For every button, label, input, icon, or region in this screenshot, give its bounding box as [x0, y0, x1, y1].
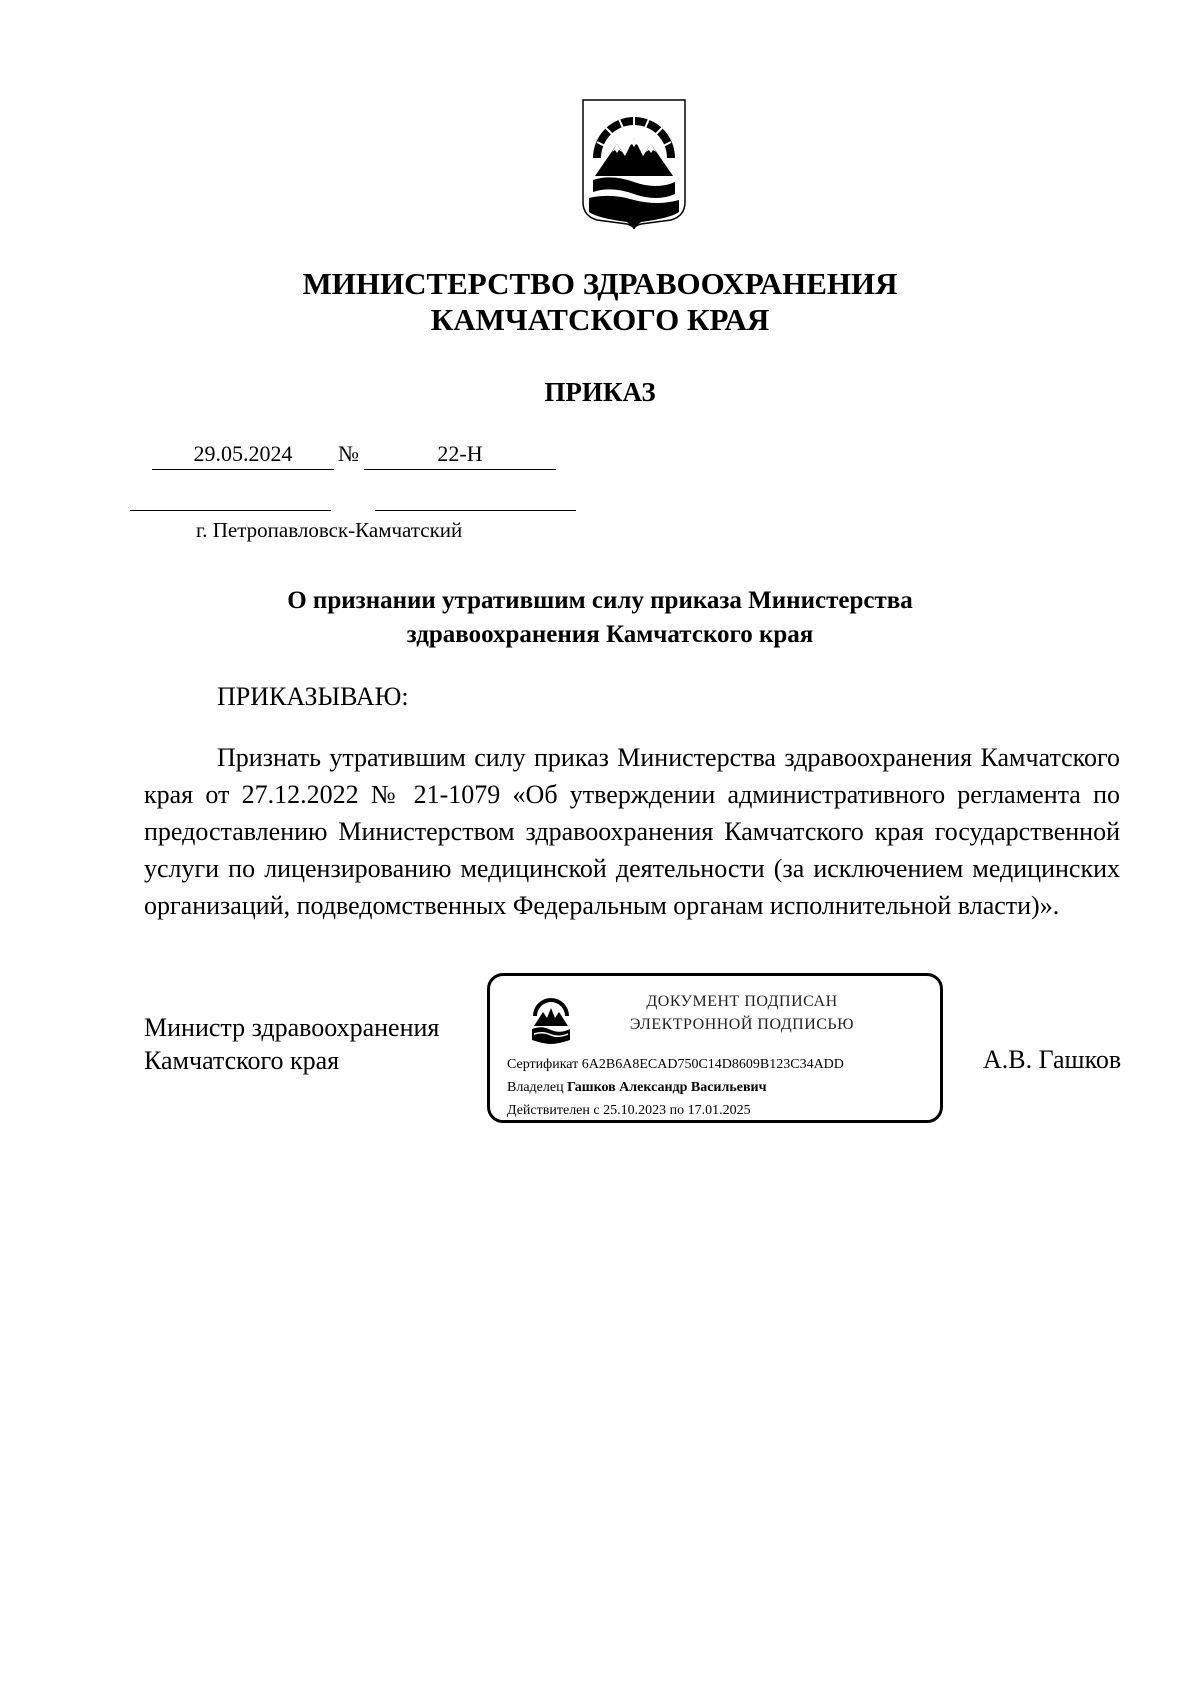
signer-position: [144, 1011, 439, 1077]
owner-label: Владелец: [507, 1080, 564, 1095]
valid-to: 17.01.2025: [687, 1103, 751, 1118]
document-date: 29.05.2024: [152, 441, 334, 470]
number-sign: №: [338, 441, 359, 466]
valid-to-label: по: [669, 1103, 685, 1118]
coat-of-arms-emblem: [581, 98, 687, 230]
subject-line2: здравоохранения Камчатского края: [406, 621, 814, 648]
blank-underline-left: [130, 510, 331, 511]
signer-position-line2: Камчатского края: [144, 1046, 340, 1075]
certificate-value: 6A2B6A8ECAD750C14D8609B123C34ADD: [581, 1057, 844, 1072]
certificate-label: Сертификат: [507, 1057, 579, 1072]
valid-label: Действителен с: [507, 1103, 600, 1118]
stamp-validity: [507, 1103, 751, 1119]
stamp-title-line2: ЭЛЕКТРОННОЙ ПОДПИСЬЮ: [629, 1016, 855, 1033]
valid-from: 25.10.2023: [603, 1103, 667, 1118]
order-word: ПРИКАЗЫВАЮ:: [217, 682, 409, 711]
ministry-name: [0, 266, 1200, 338]
document-number: 22-Н: [364, 441, 556, 470]
stamp-certificate: [507, 1057, 844, 1073]
stamp-title-line1: ДОКУМЕНТ ПОДПИСАН: [646, 993, 838, 1010]
ministry-name-line2: КАМЧАТСКОГО КРАЯ: [430, 302, 770, 337]
stamp-emblem-icon: [528, 994, 574, 1044]
document-type: ПРИКАЗ: [544, 377, 656, 407]
electronic-signature-stamp: [487, 973, 943, 1123]
city-name: г. Петропавловск-Камчатский: [196, 518, 463, 542]
ministry-name-line1: МИНИСТЕРСТВО ЗДРАВООХРАНЕНИЯ: [302, 266, 898, 301]
blank-underline-right: [375, 510, 576, 511]
owner-value: Гашков Александр Васильевич: [567, 1080, 767, 1095]
order-subject: [0, 584, 1200, 652]
signer-position-line1: Министр здравоохранения: [144, 1013, 440, 1042]
stamp-owner: [507, 1080, 767, 1096]
order-body-text: Признать утратившим силу приказ Министерства здравоохранения Камчатского края от 27.12.2022 № 21-1079 «Об утверждении административного регламента по предоставлению Министерством здравоохранения Камчатского края государственной услуги по лицензированию медицинской деятельности (за исключением медицинских организаций, подведомственных Федеральным органам исполнительной власти)».: [144, 743, 1120, 920]
signer-name: А.В. Гашков: [983, 1045, 1122, 1074]
stamp-title: [602, 990, 882, 1036]
subject-line1: О признании утратившим силу приказа Министерства: [287, 587, 913, 614]
